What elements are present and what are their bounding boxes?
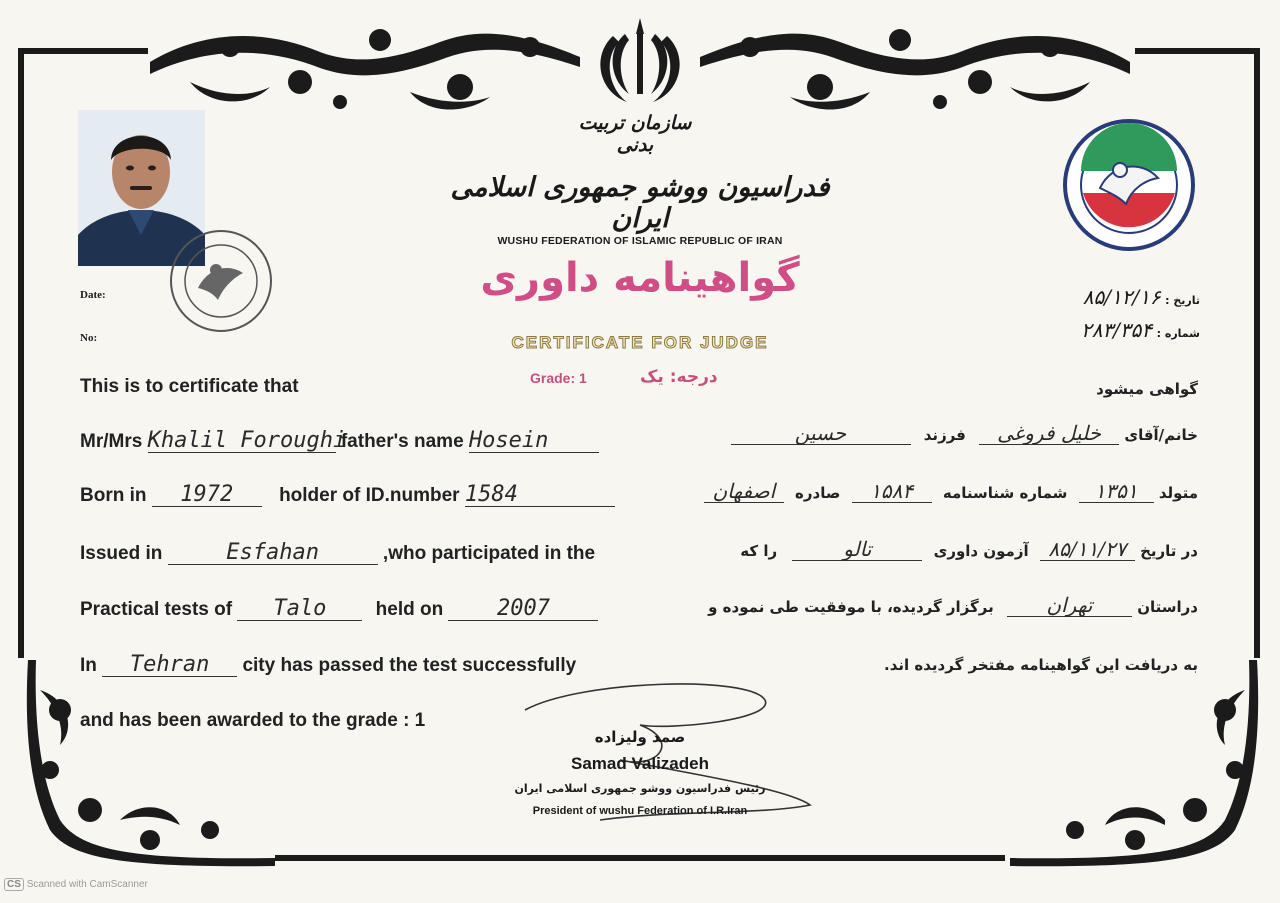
- en-tests-label: Practical tests of: [80, 599, 233, 620]
- en-line-born: [80, 484, 615, 507]
- iran-emblem-icon: [595, 14, 685, 106]
- en-father-name: Hosein: [469, 430, 599, 453]
- en-intro: This is to certificate that: [80, 376, 299, 397]
- fa-intro: گواهی میشود: [1096, 380, 1198, 398]
- fa-issued-place: اصفهان: [704, 480, 784, 503]
- date-label: Date:: [80, 289, 106, 301]
- signature-title-en: President of wushu Federation of I.R.Iran: [532, 805, 748, 817]
- org-name-fa: سازمان تربیت بدنی: [578, 112, 692, 156]
- en-test-name: Talo: [237, 598, 362, 621]
- fa-line-test: [740, 538, 1198, 561]
- fa-child-of-label: فرزند: [923, 426, 966, 444]
- floral-ornament-top-right: [700, 12, 1140, 122]
- wushu-federation-logo: [1062, 118, 1196, 252]
- en-id-label: holder of ID.number: [279, 485, 460, 506]
- en-mr-mrs-label: Mr/Mrs: [80, 431, 143, 452]
- date-label-fa: تاریخ :: [1165, 294, 1200, 307]
- floral-ornament-top-left: [140, 12, 590, 122]
- fa-father-name: حسین: [731, 422, 911, 445]
- en-line-test: [80, 598, 598, 621]
- fa-test-date: ۸۵/۱۱/۲۷: [1040, 538, 1135, 561]
- grade-en: Grade: 1: [530, 370, 587, 386]
- en-line-name: [80, 430, 599, 453]
- fa-mr-mrs-label: خانم/آقای: [1124, 426, 1198, 444]
- floral-ornament-bottom-left: [20, 660, 280, 870]
- scanner-text: Scanned with CamScanner: [26, 879, 148, 890]
- federation-name-en: WUSHU FEDERATION OF ISLAMIC REPUBLIC OF IRAN: [497, 235, 783, 247]
- grade-fa: درجه: یک: [640, 367, 718, 387]
- camscanner-icon: CS: [4, 878, 24, 891]
- en-born-year: 1972: [152, 484, 262, 507]
- en-in-label: In: [80, 655, 97, 676]
- fa-province-label: دراستان: [1137, 598, 1198, 616]
- fa-on-date-label: در تاریخ: [1140, 542, 1198, 560]
- fa-test-name: تالو: [792, 538, 922, 561]
- frame-left: [18, 48, 24, 658]
- frame-bottom: [275, 855, 1005, 861]
- frame-top-right: [1135, 48, 1260, 54]
- federation-seal-stamp: [168, 228, 274, 334]
- signature-name-en: Samad Valizadeh: [571, 754, 709, 773]
- en-born-label: Born in: [80, 485, 147, 506]
- fa-id-number: ۱۵۸۴: [852, 480, 932, 503]
- fa-issued-label: صادره: [795, 484, 841, 502]
- fa-line-name: [731, 422, 1198, 445]
- fa-holder-name: خلیل فروغی: [979, 422, 1119, 445]
- en-line-issued: [80, 542, 595, 565]
- federation-name-fa: فدراسیون ووشو جمهوری اسلامی ایران: [450, 172, 830, 234]
- fa-born-year: ۱۳۵۱: [1079, 480, 1154, 503]
- floral-ornament-bottom-right: [1005, 660, 1265, 870]
- signature-name-fa: صمد ولیزاده: [594, 728, 686, 746]
- number-label-fa: شماره :: [1156, 327, 1200, 340]
- fa-born-label: متولد: [1158, 484, 1198, 502]
- date-value-fa: ۸۵/۱۲/۱۶: [1082, 285, 1161, 309]
- en-issued-place: Esfahan: [168, 542, 378, 565]
- certificate-title-fa: گواهینامه داوری: [480, 255, 800, 301]
- en-father-label: father's name: [340, 431, 464, 452]
- number-label: No:: [80, 332, 98, 344]
- number-value-fa: ۲۸۳/۳۵۴: [1080, 318, 1153, 342]
- en-id-number: 1584: [465, 484, 615, 507]
- en-issued-label: Issued in: [80, 543, 163, 564]
- fa-line-province: [708, 594, 1198, 617]
- fa-awarded: به دریافت این گواهینامه مفتخر گردیده اند.: [884, 656, 1198, 674]
- date-fa-row: [1060, 285, 1200, 309]
- fa-passed-label: برگزار گردیده، با موفقیت طی نموده و: [708, 598, 994, 616]
- fa-province: تهران: [1007, 594, 1132, 617]
- fa-line-born: [704, 480, 1198, 503]
- number-fa-row: [1040, 318, 1200, 342]
- frame-top-left: [18, 48, 148, 54]
- en-city: Tehran: [102, 654, 237, 677]
- signature-title-fa: رئیس فدراسیون ووشو جمهوری اسلامی ایران: [514, 782, 766, 795]
- fa-that-label: را که: [740, 542, 778, 560]
- frame-right: [1254, 48, 1260, 658]
- scanner-watermark: [4, 878, 148, 891]
- fa-judging-test-label: آزمون داوری: [933, 542, 1029, 560]
- en-test-year: 2007: [448, 598, 598, 621]
- fa-id-label: شماره شناسنامه: [942, 484, 1068, 502]
- en-awarded: and has been awarded to the grade : 1: [80, 710, 426, 731]
- en-holder-name: Khalil Foroughi: [147, 428, 347, 453]
- en-participated-label: ,who participated in the: [382, 543, 596, 564]
- en-passed-label: city has passed the test successfully: [242, 655, 577, 676]
- en-held-label: held on: [375, 599, 444, 620]
- certificate-title-en: CERTIFICATE FOR JUDGE: [511, 333, 769, 352]
